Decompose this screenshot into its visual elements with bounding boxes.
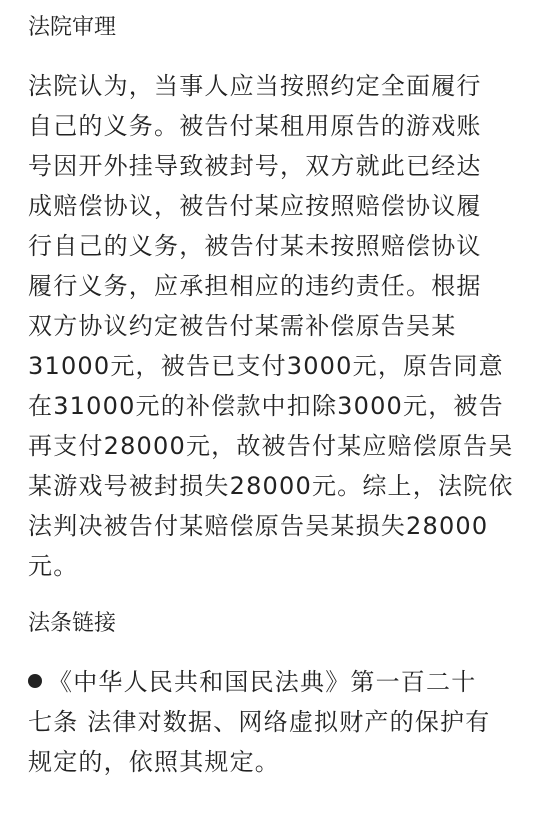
paragraph-line: 31000元，被告已支付3000元，原告同意 (28, 352, 504, 380)
paragraph-line: 成赔偿协议，被告付某应按照赔偿协议履 (28, 192, 482, 220)
paragraph-line-text: 《中华人民共和国民法典》第一百二十 (48, 668, 477, 696)
law-link-paragraph (28, 662, 528, 782)
paragraph-line: 某游戏号被封损失28000元。综上，法院依 (28, 472, 514, 500)
paragraph-line: 自己的义务。被告付某租用原告的游戏账 (28, 112, 482, 140)
paragraph-line: 元。 (28, 552, 79, 580)
paragraph-line: 法院认为，当事人应当按照约定全面履行 (28, 72, 482, 100)
paragraph-line: 七条 法律对数据、网络虚拟财产的保护有 (28, 708, 491, 736)
court-review-paragraph (28, 66, 528, 586)
paragraph-line: 履行义务，应承担相应的违约责任。根据 (28, 272, 482, 300)
paragraph-line: 再支付28000元，故被告付某应赔偿原告吴 (28, 432, 514, 460)
paragraph-line: 行自己的义务，被告付某未按照赔偿协议 (28, 232, 482, 260)
article-body (28, 0, 528, 782)
paragraph-line: 在31000元的补偿款中扣除3000元，被告 (28, 392, 504, 420)
section-heading-law-link: 法条链接 (28, 611, 117, 636)
paragraph-line: 号因开外挂导致被封号，双方就此已经达 (28, 152, 482, 180)
paragraph-line: 法判决被告付某赔偿原告吴某损失28000 (28, 512, 489, 540)
bullet-dot-icon (28, 674, 42, 688)
section-heading-court-review: 法院审理 (28, 15, 117, 40)
paragraph-line (28, 662, 528, 702)
paragraph-line: 规定的，依照其规定。 (28, 748, 280, 776)
paragraph-line: 双方协议约定被告付某需补偿原告吴某 (28, 312, 457, 340)
